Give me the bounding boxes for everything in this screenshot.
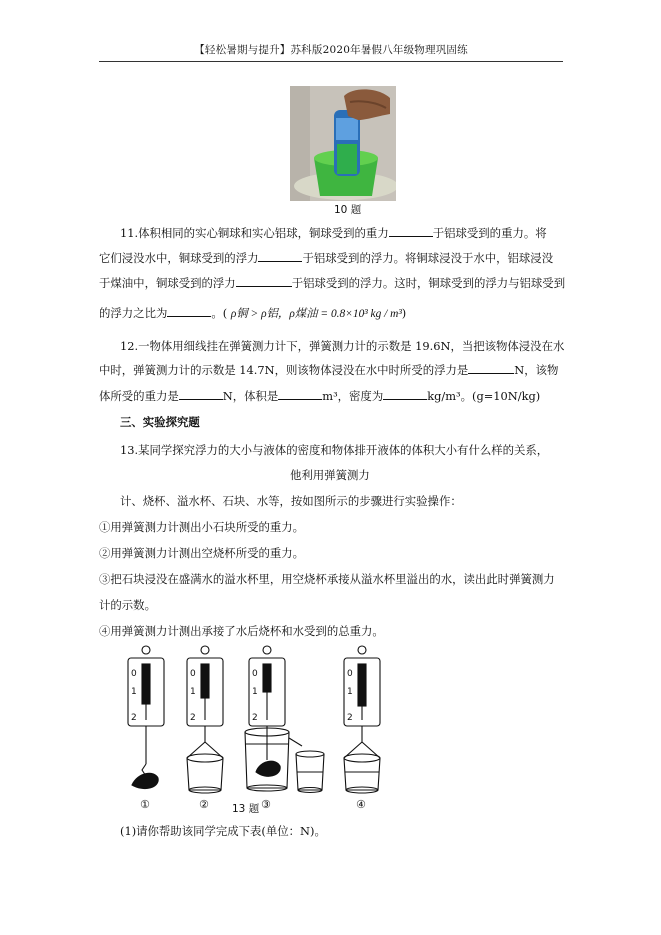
q13-step-4: ④用弹簧测力计测出承接了水后烧杯和水受到的总重力。 [99, 624, 384, 638]
figure-13-label-2: ② [199, 798, 209, 811]
section-title: 三、实验探究题 [120, 415, 200, 429]
scale-tick: 0 [190, 669, 196, 679]
answer-blank[interactable] [167, 305, 211, 317]
q11-text: ) [401, 306, 407, 320]
q11-text: 的浮力之比为 [99, 306, 168, 320]
q13-line-1: 13.某同学探究浮力的大小与液体的密度和物体排开液体的体积大小有什么样的关系， [120, 443, 549, 457]
scale-tick: 0 [252, 669, 258, 679]
q11-text: 它们浸没水中，铜球受到的浮力 [99, 251, 259, 265]
q12-text: m³，密度为 [322, 389, 384, 403]
q11-text: 于煤油中，铜球受到的浮力 [99, 276, 236, 290]
scale-tick: 1 [131, 687, 137, 697]
q11-line-4 [99, 305, 406, 321]
scale-tick: 2 [347, 713, 353, 723]
scale-tick: 0 [131, 669, 137, 679]
q13-step-1: ①用弹簧测力计测出小石块所受的重力。 [99, 520, 305, 534]
scale-tick: 2 [252, 713, 258, 723]
q12-text: kg/m³。(g=10N/kg) [427, 389, 541, 403]
scale-tick: 1 [252, 687, 258, 697]
answer-blank[interactable] [468, 362, 514, 374]
q12-line-1: 12.一物体用细线挂在弹簧测力计下，弹簧测力计的示数是 19.6N，当把该物体浸没在水 [120, 339, 565, 353]
q11-text: 于铝球受到的浮力。将铜球浸没于水中，铝球浸没 [302, 251, 554, 265]
page-header: 【轻松暑期与提升】苏科版2020年暑假八年级物理巩固练 [194, 44, 468, 56]
answer-blank[interactable] [389, 225, 433, 237]
q13-step-2: ②用弹簧测力计测出空烧杯所受的重力。 [99, 546, 305, 560]
q12-text: 中时，弹簧测力计的示数是 14.7N，则该物体浸没在水中时所受的浮力是 [99, 363, 469, 377]
scale-tick: 1 [347, 687, 353, 697]
q11-text: 于铝球受到的重力。将 [432, 226, 547, 240]
q11-text: 。( [211, 306, 228, 320]
q12-line-2 [99, 362, 558, 378]
q12-line-3 [99, 388, 540, 404]
figure-10-caption: 10 题 [334, 204, 362, 216]
q11-text: 于铝球受到的浮力。这时，铜球受到的浮力与铝球受到 [291, 276, 566, 290]
q13-line-2: 他利用弹簧测力 [290, 468, 370, 482]
answer-blank[interactable] [258, 250, 302, 262]
density-formula: ρ铜 > ρ铝，ρ煤油 = 0.8×10³ kg / m³ [230, 308, 402, 320]
scale-tick: 2 [131, 713, 137, 723]
figure-13-diagram [118, 642, 408, 814]
q11-line-1 [120, 225, 547, 241]
q11-line-2 [99, 250, 553, 266]
q11-line-3 [99, 275, 565, 291]
scale-tick: 2 [190, 713, 196, 723]
q13-subquestion-1: (1)请你帮助该同学完成下表(单位：N)。 [120, 824, 326, 838]
figure-13-label-1: ① [140, 798, 150, 811]
figure-10-photo [290, 86, 396, 201]
answer-blank[interactable] [179, 388, 223, 400]
header-divider [99, 61, 563, 62]
q12-text: N，该物 [514, 363, 559, 377]
scale-tick: 1 [190, 687, 196, 697]
q13-step-3: ③把石块浸没在盛满水的溢水杯里，用空烧杯承接从溢水杯里溢出的水，读出此时弹簧测力 [99, 572, 555, 586]
q13-line-3: 计、烧杯、溢水杯、石块、水等，按如图所示的步骤进行实验操作： [120, 494, 462, 508]
figure-13-caption: 13 题 [232, 803, 260, 815]
q11-text: 11.体积相同的实心铜球和实心铝球，铜球受到的重力 [120, 226, 389, 240]
scale-tick: 0 [347, 669, 353, 679]
answer-blank[interactable] [236, 275, 292, 287]
q12-text: 体所受的重力是 [99, 389, 179, 403]
figure-13-label-3: ③ [261, 798, 271, 811]
answer-blank[interactable] [383, 388, 427, 400]
q13-step-3-cont: 计的示数。 [99, 598, 156, 612]
answer-blank[interactable] [278, 388, 322, 400]
q12-text: N，体积是 [222, 389, 279, 403]
figure-13-label-4: ④ [356, 798, 366, 811]
